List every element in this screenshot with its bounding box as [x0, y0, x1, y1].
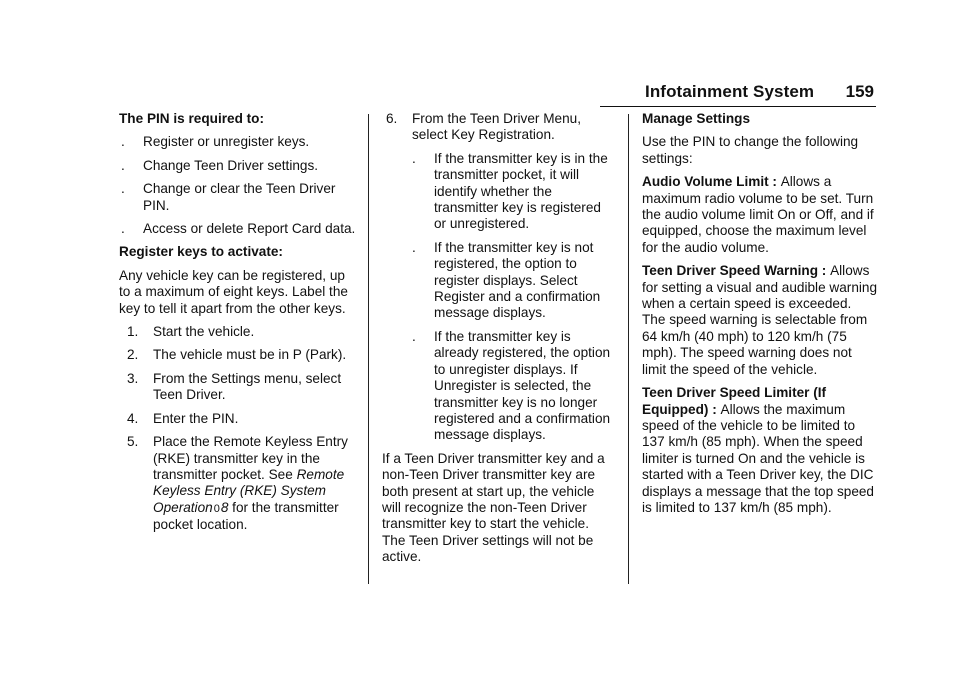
- sub-list-item: [382, 151, 614, 233]
- cross-reference-link[interactable]: Remote Keyless Entry (RKE) System Operation: [153, 466, 345, 515]
- step-number: 6.: [386, 111, 398, 126]
- step-item: [119, 347, 357, 363]
- manage-intro: Use the PIN to change the following settings:: [642, 134, 859, 166]
- step-number: 1.: [127, 324, 139, 340]
- manage-heading: Manage Settings: [642, 111, 751, 126]
- sub-list-item-text: If the transmitter key is already registered, the option to unregister displays. If Unregister is selected, the transmitter key is no longer registered and a confirmation message displays.: [434, 328, 611, 443]
- bullet-mark: .: [412, 328, 416, 344]
- step-text: Start the vehicle.: [153, 324, 255, 340]
- sub-list-item-text: If the transmitter key is not registered, the option to register displays. Select Register and a confirmation message displays.: [434, 239, 601, 321]
- setting-term: Audio Volume Limit :: [642, 174, 781, 190]
- step-number: 2.: [127, 347, 139, 363]
- setting-description: Allows a maximum radio volume to be set. Turn the audio volume limit On or Off, and if equipped, choose the maximum level for the audio volume.: [642, 174, 874, 255]
- step-text: From the Teen Driver Menu, select Key Registration.: [412, 111, 581, 143]
- column-divider: [628, 114, 629, 584]
- bullet-mark: .: [121, 181, 125, 197]
- page-reference-arrow-icon: 0: [213, 502, 220, 515]
- step-text: From the Settings menu, select Teen Driver.: [153, 370, 342, 403]
- bullet-mark: .: [412, 150, 416, 166]
- pin-heading: The PIN is required to:: [119, 111, 265, 126]
- register-heading: Register keys to activate:: [119, 244, 283, 260]
- sub-list-item-text: If the transmitter key is in the transmitter pocket, it will identify whether the transmitter key is registered or unregistered.: [434, 150, 608, 232]
- bullet-mark: .: [121, 221, 125, 237]
- list-item-text: Change or clear the Teen Driver PIN.: [143, 181, 336, 213]
- setting-description: Allows for setting a visual and audible warning when a certain speed is exceeded. The speed warning is selectable from 64 km/h (40 mph) to 120 km/h (75 mph). The speed warning does not limit the speed of the vehicle.: [642, 263, 878, 377]
- step-item: [119, 324, 357, 340]
- list-item-text: Change Teen Driver settings.: [143, 157, 319, 173]
- bullet-mark: .: [121, 134, 125, 150]
- step-text: Enter the PIN.: [153, 410, 239, 426]
- register-intro: Any vehicle key can be registered, up to a maximum of eight keys. Label the key to tell it apart from the other keys.: [119, 267, 348, 316]
- bullet-mark: .: [121, 157, 125, 173]
- setting-item: [642, 385, 878, 516]
- section-title: Infotainment System: [645, 82, 815, 101]
- column-right: [642, 111, 878, 523]
- page-header: [600, 82, 876, 107]
- list-item: [119, 221, 357, 237]
- step-item: [382, 111, 614, 144]
- column-divider: [368, 114, 369, 584]
- list-item-text: Register or unregister keys.: [143, 134, 310, 150]
- page-number: 159: [845, 82, 874, 101]
- closing-paragraph: If a Teen Driver transmitter key and a non-Teen Driver transmitter key are both present at start up, the vehicle will recognize the non-Teen Driver transmitter key to start the vehicle. The Teen Driver settings will not be active.: [382, 450, 605, 565]
- reference-page-number[interactable]: 8: [220, 499, 229, 515]
- step-text-continued: for the transmitter pocket location.: [153, 499, 339, 533]
- step-item: [119, 434, 357, 533]
- bullet-mark: .: [412, 239, 416, 255]
- step-item: [119, 371, 357, 404]
- setting-term: Teen Driver Speed Warning :: [642, 263, 831, 279]
- step-item: [119, 411, 357, 427]
- step-text: The vehicle must be in P (Park).: [153, 347, 347, 363]
- step-number: 5.: [127, 434, 139, 450]
- step-text: Place the Remote Keyless Entry (RKE) transmitter key in the transmitter pocket. See: [153, 434, 348, 482]
- column-left: [119, 111, 357, 541]
- step-number: 4.: [127, 410, 139, 426]
- list-item-text: Access or delete Report Card data.: [143, 221, 356, 237]
- sub-list-item: [382, 329, 614, 444]
- setting-item: [642, 263, 878, 378]
- column-middle: [382, 111, 614, 573]
- setting-term: Teen Driver Speed Limiter (If Equipped) :: [642, 385, 827, 417]
- list-item: [119, 181, 357, 214]
- setting-item: [642, 174, 878, 256]
- setting-description: Allows the maximum speed of the vehicle to be limited to 137 km/h (85 mph). When the speed limiter is turned On and the vehicle is started with a Teen Driver key, the DIC displays a message that the top speed is limited to 137 km/h (85 mph).: [642, 401, 874, 515]
- sub-list-item: [382, 240, 614, 322]
- step-number: 3.: [127, 370, 139, 386]
- list-item: [119, 134, 357, 150]
- list-item: [119, 158, 357, 174]
